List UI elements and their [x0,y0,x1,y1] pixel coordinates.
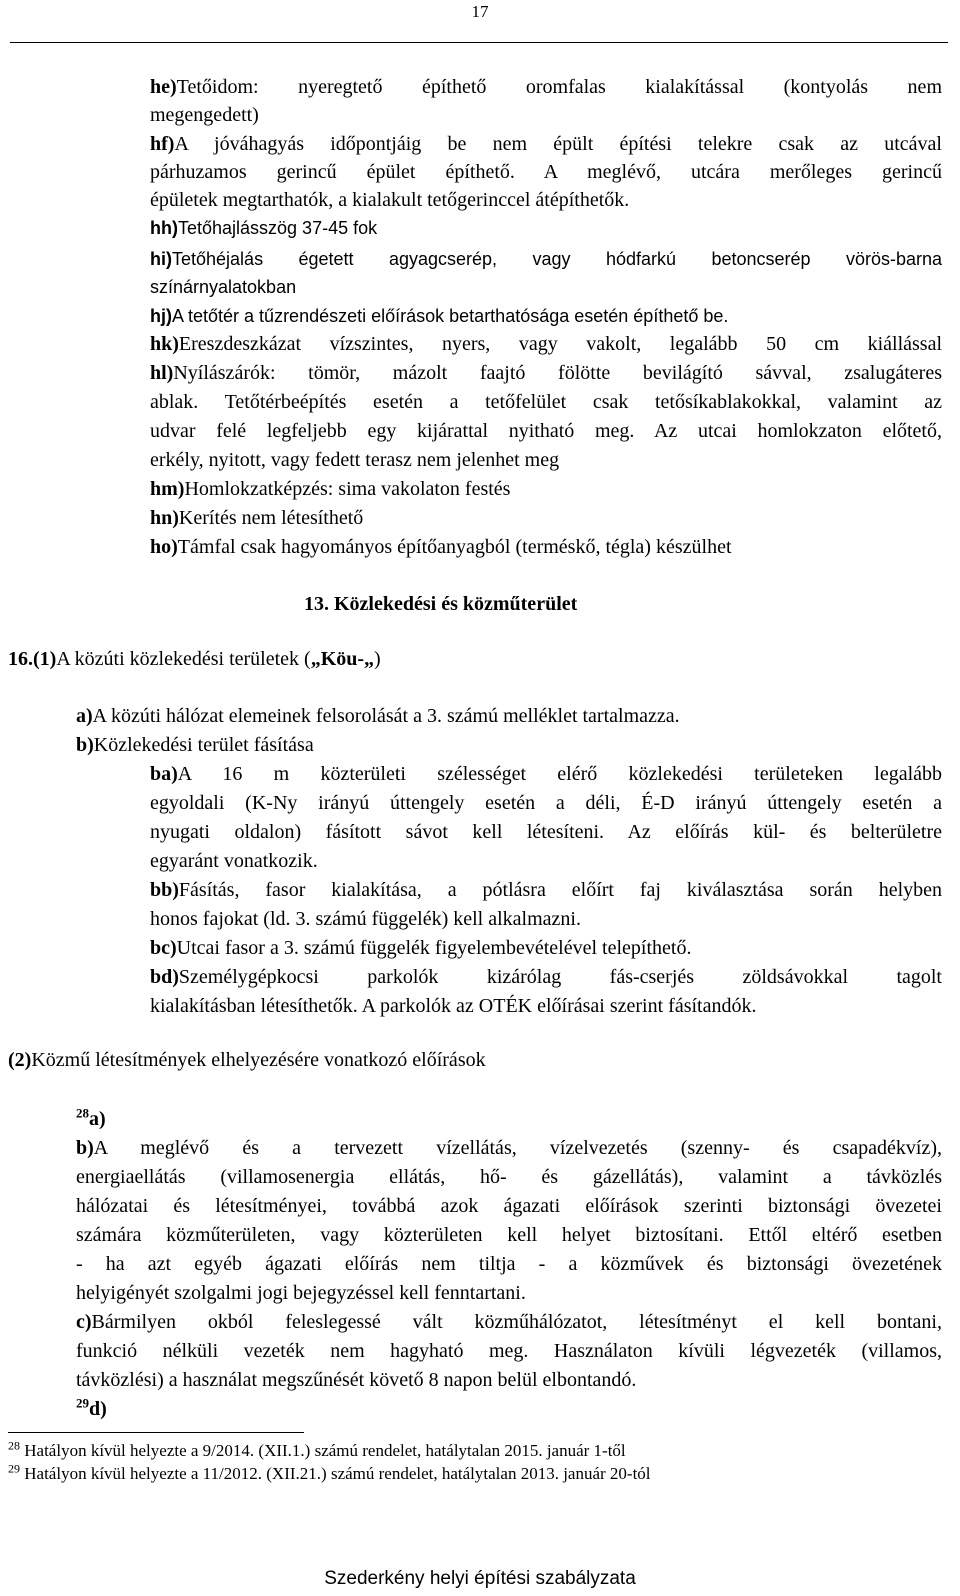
item-a: a)A közúti hálózat elemeinek felsorolását a 3. számú melléklet tartalmazza. [76,705,680,727]
footnote-rule [8,1432,304,1433]
text-line: b)A meglévő és a tervezett vízellátás, vízelvezetés (szenny- és csapadékvíz), [76,1137,942,1159]
text-line: ablak. Tetőtérbeépítés esetén a tetőfelület csak tetősíkablakokkal, valamint az [150,391,942,413]
text-line: bd)Személygépkocsi parkolók kizárólag fás-cserjés zöldsávokkal tagolt [150,966,942,988]
item-2d: $^{29}$d) [76,1395,107,1420]
text-line: ba)A 16 m közterületi szélességet elérő közlekedési területeken legalább [150,763,942,785]
text-line: kialakításban létesíthetők. A parkolók az OTÉK előírásai szerint fásítandók. [150,995,757,1017]
text-line: bc)Utcai fasor a 3. számú függelék figyelembevételével telepíthető. [150,937,692,959]
text-line: egyaránt vonatkozik. [150,850,318,872]
text-line: hf)A jóváhagyás időpontjáig be nem épült építési telekre csak az utcával [150,133,942,155]
text-line: honos fajokat (ld. 3. számú függelék) kell alkalmazni. [150,908,581,930]
paragraph-2-heading: (2)Közmű létesítmények elhelyezésére vonatkozó előírások [8,1049,486,1071]
item-2a: $^{28}$a) [76,1105,106,1130]
footnote: $^{29}$ Hatályon kívül helyezte a 11/2012. (XII.21.) számú rendelet, hatálytalan 2013. január 20-tól [8,1461,651,1483]
header-rule [10,42,948,43]
paragraph-16-heading: 16.(1)A közúti közlekedési területek („Köu-„) [8,648,381,670]
text-line: ho)Támfal csak hagyományos építőanyagból (terméskő, tégla) készülhet [150,536,732,558]
text-line: hm)Homlokzatképzés: sima vakolaton festés [150,478,511,500]
text-line: hl)Nyílászárók: tömör, mázolt faajtó fölötte bevilágító sávval, zsalugáteres [150,362,942,384]
text-line: színárnyalatokban [150,277,297,297]
text-line: nyugati oldalon) fásított sávot kell létesíteni. Az előírás kül- és belterületre [150,821,942,843]
item-b: b)Közlekedési terület fásítása [76,734,314,756]
text-line: távközlési) a használat megszűnését követő 8 napon belül elbontandó. [76,1369,637,1391]
chapter-heading: 13. Közlekedési és közműterület [304,593,578,615]
text-line: hj)A tetőtér a tűzrendészeti előírások betarthatósága esetén építhető be. [150,306,729,326]
text-line: funkció nélküli vezeték nem hagyható meg. Használaton kívüli légvezeték (villamos, [76,1340,942,1362]
text-line: hálózatai és létesítményei, továbbá azok ágazati előírások szerinti biztonsági övezetei [76,1195,942,1217]
text-line: párhuzamos gerincű épület építhető. A meglévő, utcára merőleges gerincű [150,161,942,183]
text-line: számára közműterületen, vagy közterületen kell helyet biztosítani. Ettől eltérő esetben [76,1224,942,1246]
text-line: hh)Tetőhajlásszög 37-45 fok [150,218,378,238]
footnote: $^{28}$ Hatályon kívül helyezte a 9/2014. (XII.1.) számú rendelet, hatálytalan 2015. január 1-től [8,1438,626,1460]
text-line: hi)Tetőhéjalás égetett agyagcserép, vagy hódfarkú betoncserép vörös-barna [150,249,942,269]
text-line: erkély, nyitott, vagy fedett terasz nem jelenhet meg [150,449,560,471]
text-line: udvar felé legfeljebb egy kijárattal nyitható meg. Az utcai homlokzaton előtető, [150,420,942,442]
page-number: 17 [471,2,489,21]
text-line: épületek megtarthatók, a kialakult tetőgerinccel átépíthetők. [150,189,630,211]
text-line: egyoldali (K-Ny irányú úttengely esetén a déli, É-D irányú úttengely esetén a [150,792,942,814]
text-line: c)Bármilyen okból feleslegessé vált közműhálózatot, létesítményt el kell bontani, [76,1311,942,1333]
text-line: energiaellátás (villamosenergia ellátás, hő- és gázellátás), valamint a távközlés [76,1166,942,1188]
text-line: megengedett) [150,104,259,126]
text-line: he)Tetőidom: nyeregtető építhető oromfalas kialakítással (kontyolás nem [150,76,942,98]
text-line: hk)Ereszdeszkázat vízszintes, nyers, vagy vakolt, legalább 50 cm kiállással [150,333,942,355]
text-line: hn)Kerítés nem létesíthető [150,507,364,529]
text-line: - ha azt egyéb ágazati előírás nem tiltja - a közművek és biztonsági övezetének [76,1253,942,1275]
text-line: helyigényét szolgalmi jogi bejegyzéssel kell fenntartani. [76,1282,526,1304]
text-line: bb)Fásítás, fasor kialakítása, a pótlásra előírt faj kiválasztása során helyben [150,879,942,901]
page-footer: Szederkény helyi építési szabályzata [324,1568,636,1589]
